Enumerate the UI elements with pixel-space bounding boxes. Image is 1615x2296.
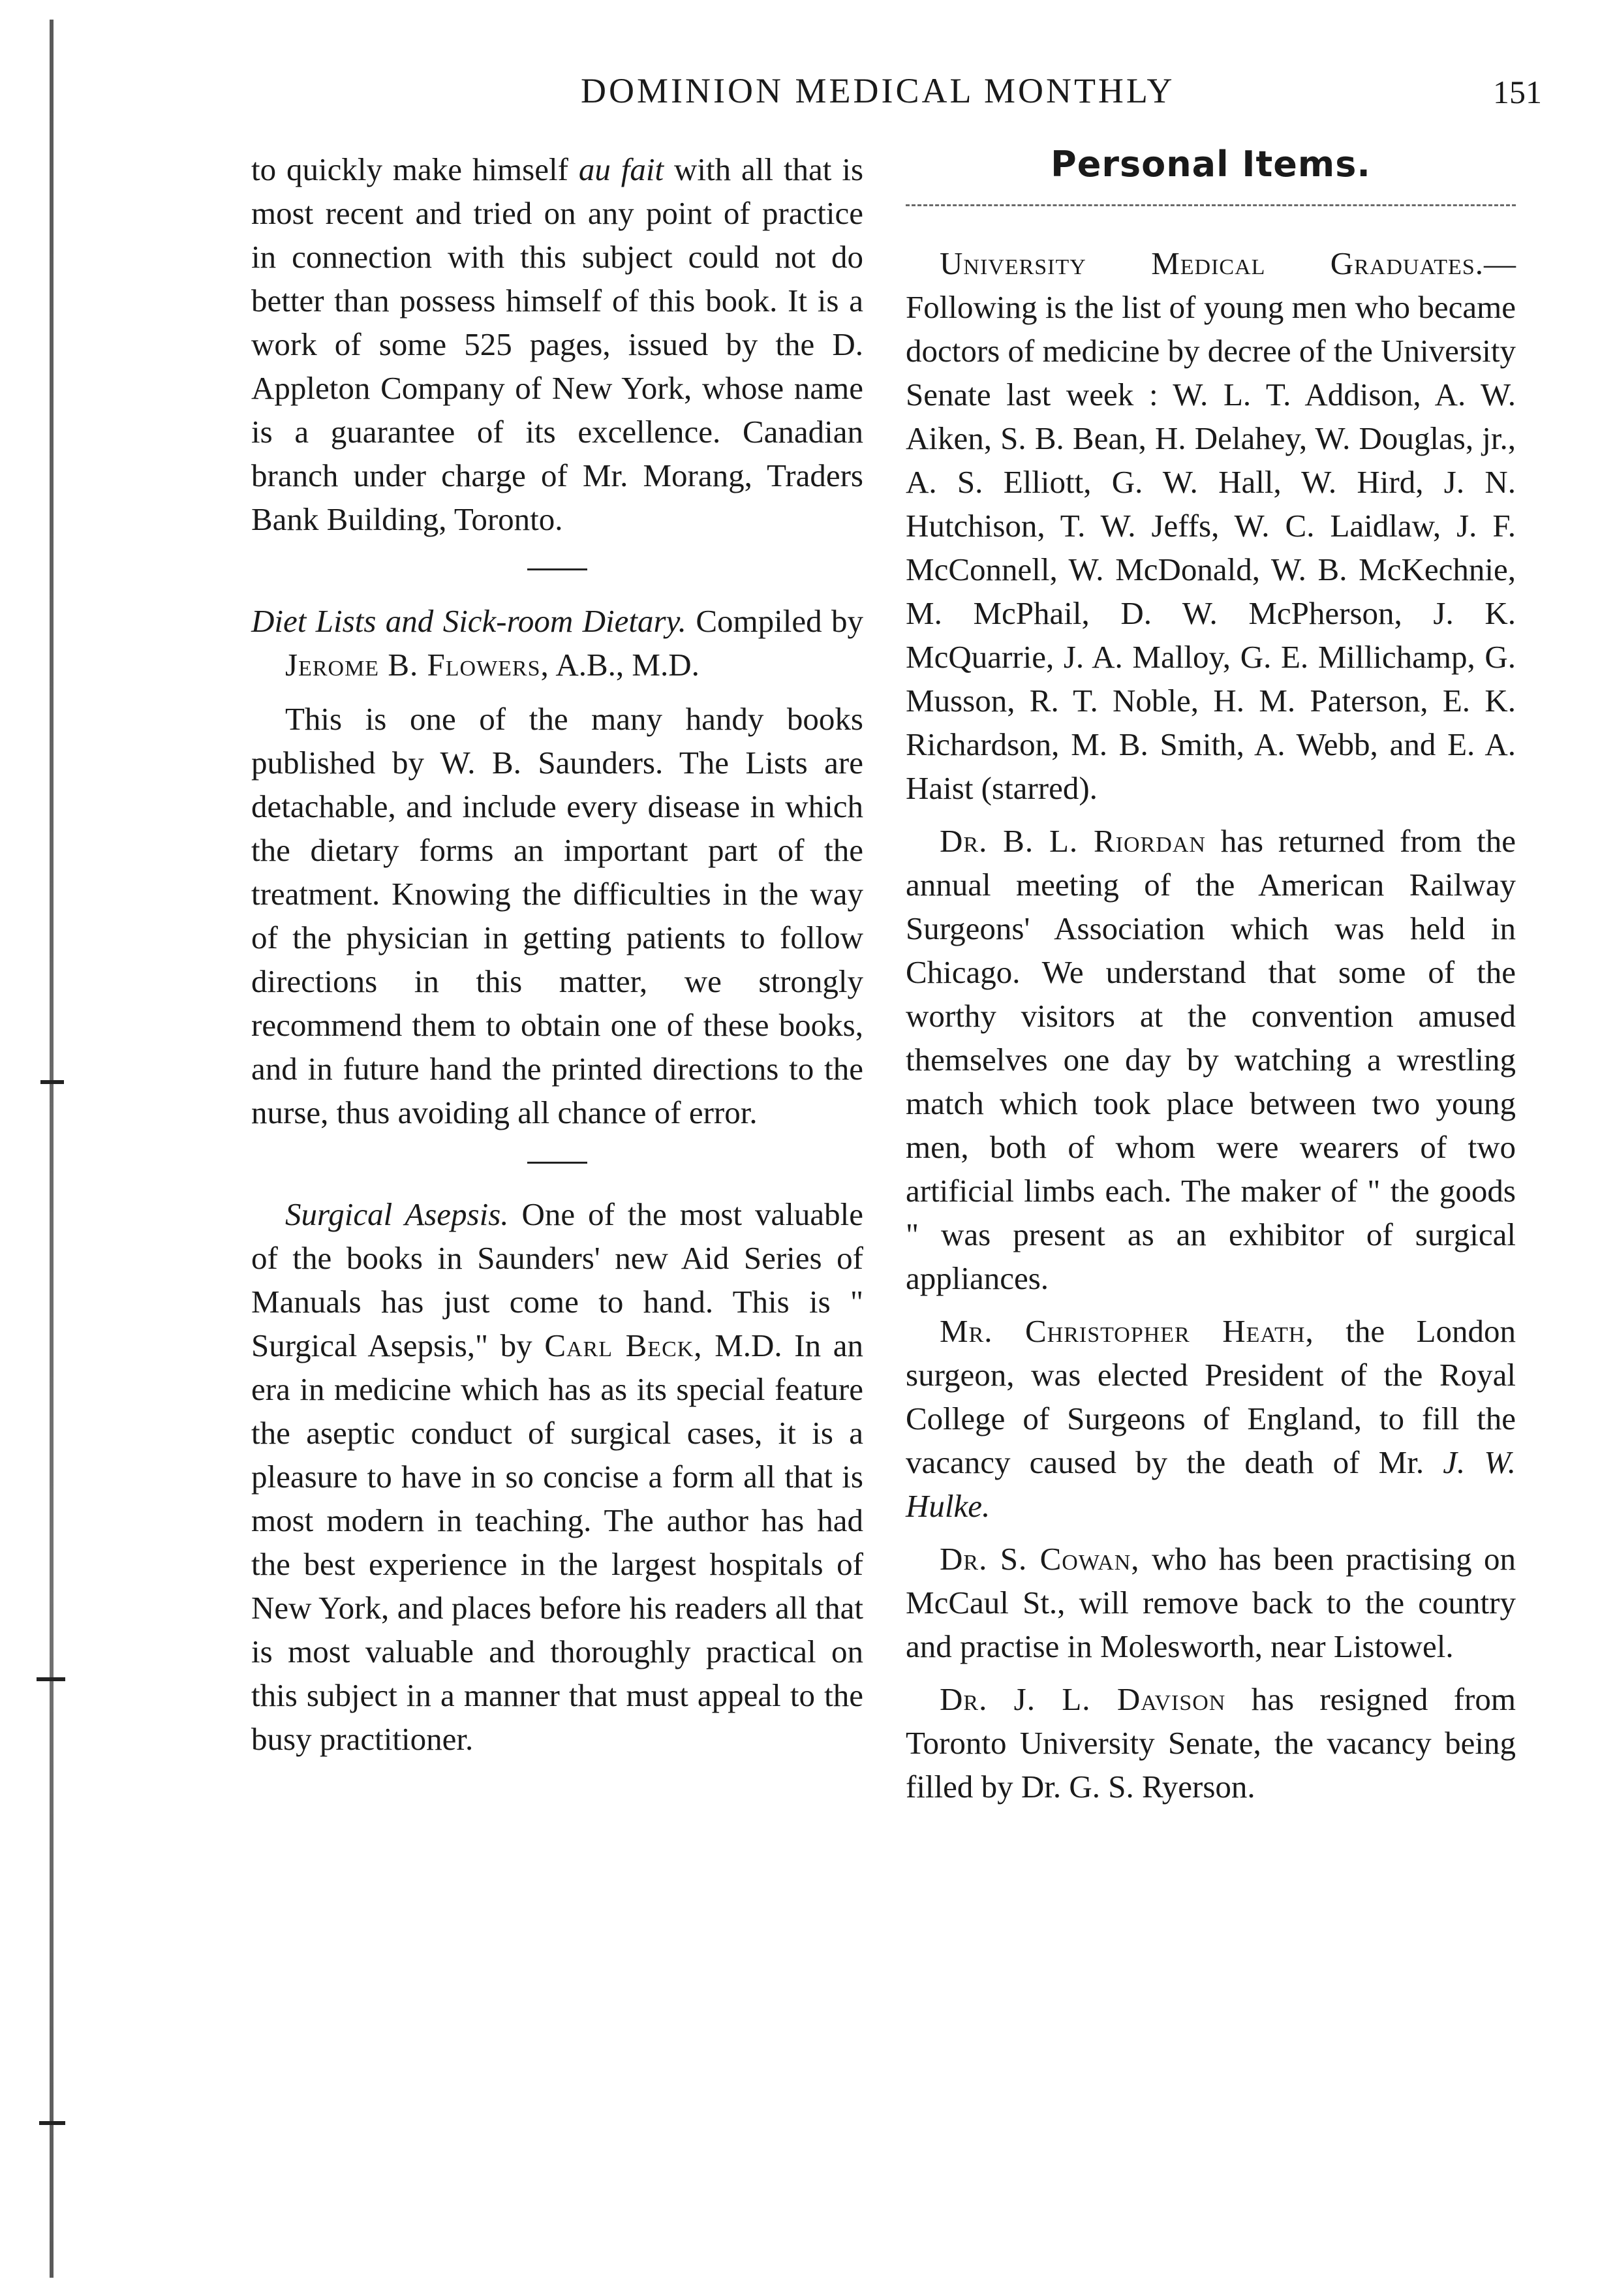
item-lead: Dr. B. L. Riordan [940, 823, 1206, 859]
personal-item-cowan [906, 1537, 1516, 1668]
journal-title: DOMINION MEDICAL MONTHLY [581, 71, 1175, 110]
author-degrees: A.B., M.D. [555, 647, 700, 683]
author-name: Jerome B. Flowers, [285, 647, 549, 683]
review-paragraph-diet-lists: This is one of the many handy books published by W. B. Saunders. The Lists are detachable, and include every disease in which the dietary forms an important part of the treatment. Knowing the difficulties in the way of the physician in getting patients to follow directions in this matter, we strongly recommend them to obtain one of these books, and in future hand the printed directions to the nurse, thus avoiding all chance of error. [251, 701, 863, 1130]
personal-item-riordan [906, 819, 1516, 1300]
section-title: Personal Items. [1051, 144, 1371, 185]
binding-tick [39, 2121, 65, 2125]
item-text: —Following is the list of young men who became doctors of medicine by decree of the University Senate last week : W. L. T. Addison, A. W. Aiken, S. B. Bean, H. Delahey, W. Douglas, jr., A. S. Elliott, G. W. Hall, W. Hird, J. N. Hutchison, T. W. Jeffs, W. C. Laidlaw, J. F. McConnell, W. McDonald, W. B. McKechnie, M. McPhail, D. W. McPherson, J. K. McQuarrie, J. A. Malloy, G. E. Millichamp, G. Musson, R. T. Noble, H. M. Paterson, E. K. Richardson, M. B. Smith, A. Webb, and E. A. Haist (starred). [906, 245, 1516, 806]
review-paragraph-surgical-asepsis [251, 1192, 863, 1761]
book-title: Diet Lists and Sick-room Dietary. [251, 603, 686, 639]
item-lead: Mr. Christopher Heath, [940, 1313, 1314, 1349]
right-column [906, 144, 1516, 1808]
section-divider [527, 568, 587, 570]
personal-item-heath [906, 1309, 1516, 1528]
left-column [251, 147, 863, 1761]
book-citation-diet-lists [251, 599, 863, 687]
section-title-rule [906, 204, 1516, 206]
page-number: 151 [1493, 74, 1542, 110]
author-name: Carl Beck, [544, 1327, 703, 1363]
book-title: Surgical Asepsis. [285, 1196, 509, 1232]
item-text: the London surgeon, was elected President of the Royal College of Surgeons of England, to fill the vacancy caused by the death of Mr. [906, 1313, 1516, 1480]
text-run: M.D. In an era in medicine which has as its special feature the aseptic conduct of surgical cases, it is a pleasure to have in so concise a form all that is most modern in teaching. The author has had the best experience in the largest hospitals of New York, and places before his readers all that is most valuable and thoroughly practical on this subject in a manner that must appeal to the busy practitioner. [251, 1327, 863, 1757]
binding-tick [40, 1080, 64, 1084]
item-lead: Dr. S. Cowan, [940, 1541, 1140, 1577]
text-run: to quickly make himself [251, 151, 579, 187]
review-continuation-paragraph [251, 147, 863, 541]
item-text: has returned from the annual meeting of the American Railway Surgeons' Association which was held in Chicago. We understand that some of the worthy visitors at the convention amused themselves one day by watching a wrestling match which took place between two young men, both of whom were wearers of two artificial limbs each. The maker of " the goods " was present as an exhibitor of surgical appliances. [906, 823, 1516, 1296]
item-lead: University Medical Graduates. [940, 245, 1484, 281]
running-header [0, 70, 1615, 129]
section-divider [527, 1162, 587, 1164]
personal-item-davison [906, 1677, 1516, 1808]
item-text: has resigned from Toronto University Senate, the vacancy being filled by Dr. G. S. Ryerson. [906, 1681, 1516, 1805]
text-run: One of the most valuable of the books in Saunders' new Aid Series of Manuals has just come to hand. This is " Surgical Asepsis," by [251, 1196, 863, 1363]
text-run: with all that is most recent and tried on any point of practice in connection with this subject could not do better than possess himself of this book. It is a work of some 525 pages, issued by the D. Appleton Company of New York, whose name is a guarantee of its excellence. Canadian branch under charge of Mr. Morang, Traders Bank Building, Toronto. [251, 151, 864, 537]
italic-phrase: au fait [578, 151, 664, 187]
binding-edge [50, 20, 54, 2278]
italic-name: J. W. Hulke. [906, 1444, 1516, 1524]
text-run: Compiled by [696, 603, 863, 639]
item-lead: Dr. J. L. Davison [940, 1681, 1226, 1717]
binding-tick [37, 1677, 65, 1681]
item-text: who has been practising on McCaul St., will remove back to the country and practise in Molesworth, near Listowel. [906, 1541, 1516, 1664]
personal-item-graduates [906, 241, 1516, 810]
